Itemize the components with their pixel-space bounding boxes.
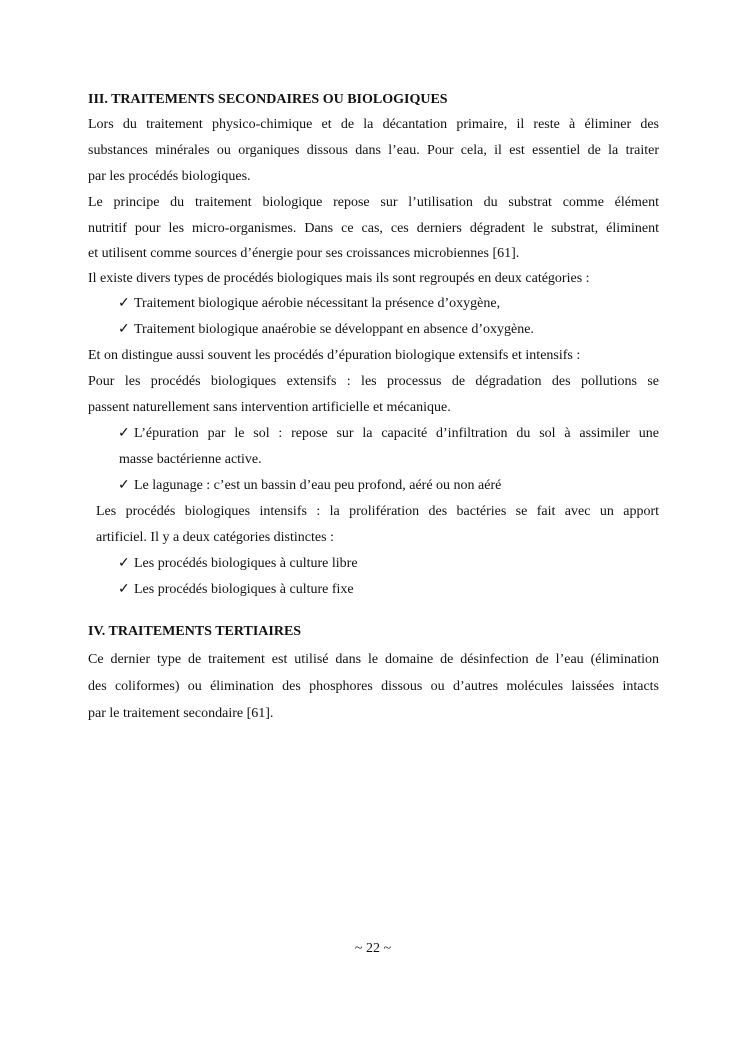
section-heading: IV. TRAITEMENTS TERTIAIRES: [88, 624, 302, 639]
paragraph-line: Et on distingue aussi souvent les procédés d’épuration biologique extensifs et intensifs :: [88, 348, 581, 363]
paragraph-line: Pour les procédés biologiques extensifs : les processus de dégradation des pollutions se: [88, 374, 659, 389]
paragraph-line: Il existe divers types de procédés biologiques mais ils sont regroupés en deux catégories :: [88, 271, 590, 286]
list-item-text: Les procédés biologiques à culture fixe: [134, 582, 354, 597]
list-item: [118, 425, 659, 443]
paragraph-line: substances minérales ou organiques dissous dans l’eau. Pour cela, il est essentiel de la traiter: [88, 143, 659, 158]
checkmark-icon: ✓: [118, 296, 130, 311]
paragraph-line: nutritif pour les micro-organismes. Dans ce cas, ces derniers dégradent le substrat, éliminent: [88, 221, 659, 236]
checkmark-icon: ✓: [118, 478, 130, 493]
list-item-text: Les procédés biologiques à culture libre: [134, 556, 358, 571]
paragraph-line: par le traitement secondaire [61].: [88, 706, 274, 721]
paragraph-line: Les procédés biologiques intensifs : la prolifération des bactéries se fait avec un apport: [96, 504, 659, 519]
list-item-continuation: masse bactérienne active.: [119, 452, 262, 467]
paragraph-line: et utilisent comme sources d’énergie pour ses croissances microbiennes [61].: [88, 246, 520, 261]
list-item: [118, 295, 500, 313]
paragraph-line: Le principe du traitement biologique repose sur l’utilisation du substrat comme élément: [88, 195, 659, 210]
list-item-text: Traitement biologique anaérobie se développant en absence d’oxygène.: [134, 322, 534, 337]
list-item: [118, 581, 354, 599]
list-item-text: Traitement biologique aérobie nécessitant la présence d’oxygène,: [134, 296, 501, 311]
list-item: [118, 477, 501, 495]
section-heading: III. TRAITEMENTS SECONDAIRES OU BIOLOGIQUES: [88, 92, 448, 107]
checkmark-icon: ✓: [118, 322, 130, 337]
paragraph-line: passent naturellement sans intervention artificielle et mécanique.: [88, 400, 451, 415]
paragraph-line: par les procédés biologiques.: [88, 169, 251, 184]
paragraph-line: Ce dernier type de traitement est utilisé dans le domaine de désinfection de l’eau (élimination: [88, 652, 659, 667]
list-item: [118, 555, 358, 573]
page-number: ~ 22 ~: [354, 941, 392, 956]
paragraph-line: Lors du traitement physico-chimique et de la décantation primaire, il reste à éliminer des: [88, 117, 659, 132]
checkmark-icon: ✓: [118, 556, 130, 571]
list-item-text: Le lagunage : c’est un bassin d’eau peu profond, aéré ou non aéré: [134, 478, 502, 493]
list-item: [118, 321, 534, 339]
checkmark-icon: ✓: [118, 426, 130, 441]
paragraph-line: des coliformes) ou élimination des phosphores dissous ou d’autres molécules laissées intacts: [88, 679, 659, 694]
paragraph-line: artificiel. Il y a deux catégories distinctes :: [96, 530, 334, 545]
list-item-text: L’épuration par le sol : repose sur la capacité d’infiltration du sol à assimiler une: [134, 426, 659, 441]
checkmark-icon: ✓: [118, 582, 130, 597]
